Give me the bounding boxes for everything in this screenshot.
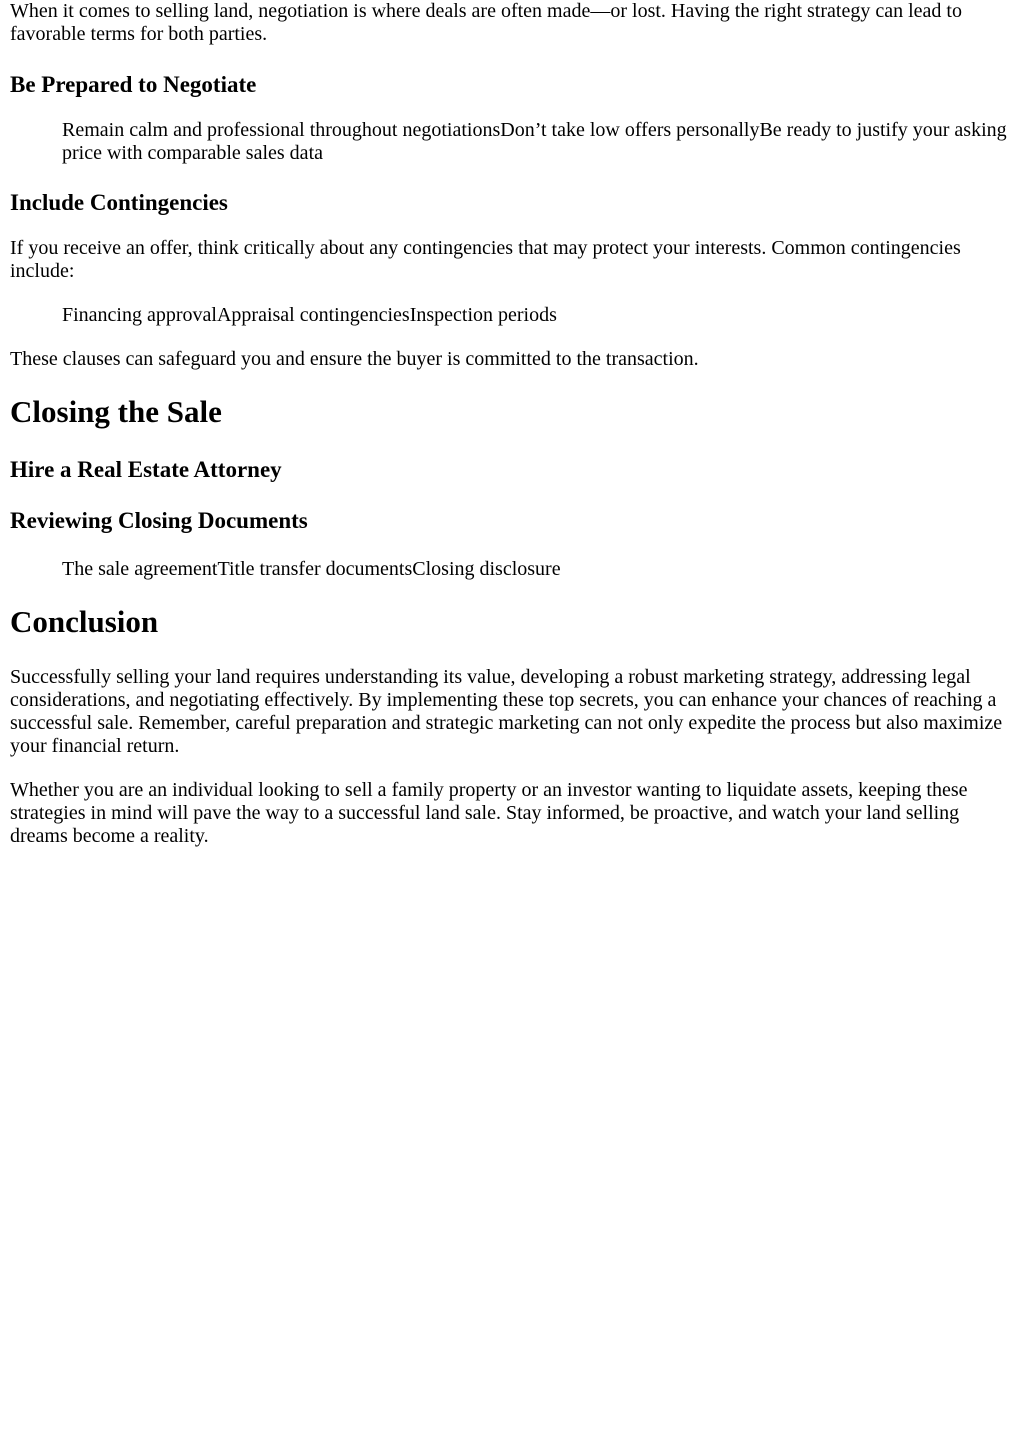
negotiation-intro-paragraph: When it comes to selling land, negotiation is where deals are often made—or lost. Having the right strategy can lead to favorable terms for both parties.: [10, 0, 962, 45]
conclusion-paragraph-1: Successfully selling your land requires understanding its value, developing a robust marketing strategy, addressing legal considerations, and negotiating effectively. By implementing these top secrets, you can enhance your chances of reaching a successful sale. Remember, careful preparation and strategic marketing can not only expedite the process but also maximize your financial return.: [10, 666, 1003, 757]
hire-attorney-heading: Hire a Real Estate Attorney: [10, 457, 282, 482]
closing-the-sale-heading: Closing the Sale: [10, 394, 222, 429]
include-contingencies-heading: Include Contingencies: [10, 190, 228, 215]
list-item: Closing disclosure: [412, 558, 561, 580]
conclusion-paragraph-2: Whether you are an individual looking to sell a family property or an investor wanting to liquidate assets, keeping these strategies in mind will pave the way to a successful land sale. Stay informed, be proactive, and watch your land selling dreams become a reality.: [10, 779, 968, 847]
list-item: Be ready to justify your asking price with comparable sales data: [62, 119, 1007, 164]
list-item: The sale agreement: [62, 558, 218, 580]
list-item: Don’t take low offers personally: [500, 119, 760, 141]
list-item: Title transfer documents: [217, 558, 413, 580]
conclusion-heading: Conclusion: [10, 604, 159, 639]
list-item: Appraisal contingencies: [216, 304, 410, 326]
contingencies-list: [10, 304, 1014, 327]
contingencies-intro-paragraph: If you receive an offer, think critically about any contingencies that may protect your interests. Common contingencies include:: [10, 237, 961, 282]
closing-documents-heading: Reviewing Closing Documents: [10, 508, 308, 533]
prepare-negotiate-list: [10, 119, 1014, 165]
contingencies-outro-paragraph: These clauses can safeguard you and ensure the buyer is committed to the transaction.: [10, 348, 699, 370]
list-item: Remain calm and professional throughout negotiations: [62, 119, 501, 141]
list-item: Financing approval: [62, 304, 217, 326]
prepare-negotiate-heading: Be Prepared to Negotiate: [10, 72, 257, 97]
closing-documents-list: [10, 558, 1014, 581]
list-item: Inspection periods: [409, 304, 557, 326]
